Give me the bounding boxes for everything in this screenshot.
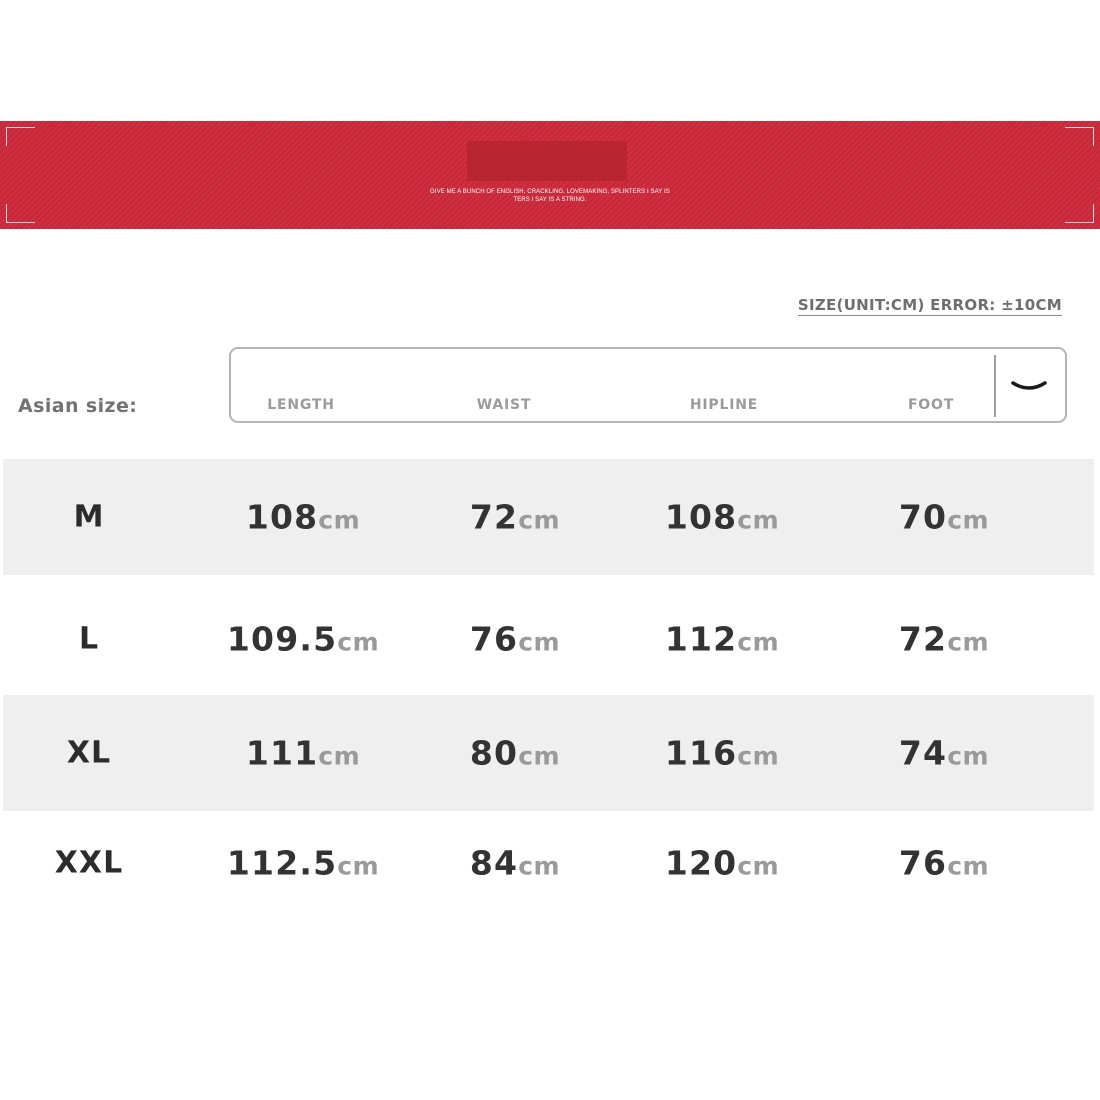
unit-suffix: cm (518, 851, 561, 881)
hipline-number: 108 (664, 497, 738, 537)
unit-note: SIZE(UNIT:CM) ERROR: ±10CM (797, 296, 1062, 314)
length-value (227, 844, 379, 883)
foot-value (899, 734, 989, 773)
foot-value (899, 620, 989, 659)
brand-banner (0, 121, 1100, 229)
waist-value (470, 620, 560, 659)
length-number: 109.5 (226, 619, 338, 659)
hipline-value (665, 734, 779, 773)
hipline-number: 112 (664, 619, 738, 659)
unit-suffix: cm (737, 627, 780, 657)
length-number: 108 (245, 497, 319, 537)
waist-number: 84 (469, 843, 519, 883)
corner-mark-top-left (6, 127, 35, 146)
size-label: XXL (54, 845, 124, 881)
logo-placeholder (467, 141, 627, 181)
hipline-value (665, 498, 779, 537)
foot-number: 74 (898, 733, 948, 773)
length-number: 112.5 (226, 843, 338, 883)
table-row (3, 581, 1094, 697)
foot-value (899, 844, 989, 883)
foot-value (899, 498, 989, 537)
column-header-length: LENGTH (267, 397, 335, 413)
unit-suffix: cm (947, 851, 990, 881)
unit-suffix: cm (737, 851, 780, 881)
waist-value (470, 734, 560, 773)
waist-number: 76 (469, 619, 519, 659)
unit-suffix: cm (318, 505, 361, 535)
hipline-number: 116 (664, 733, 738, 773)
corner-mark-bottom-left (6, 204, 35, 223)
unit-suffix: cm (518, 741, 561, 771)
unit-suffix: cm (337, 627, 380, 657)
corner-mark-bottom-right (1065, 204, 1094, 223)
corner-mark-top-right (1065, 127, 1094, 146)
size-label: XL (66, 735, 112, 771)
hipline-number: 120 (664, 843, 738, 883)
waist-value (470, 844, 560, 883)
length-value (227, 620, 379, 659)
table-row (3, 805, 1094, 921)
length-number: 111 (245, 733, 319, 773)
waist-number: 80 (469, 733, 519, 773)
unit-suffix: cm (518, 627, 561, 657)
hipline-value (665, 620, 779, 659)
unit-suffix: cm (518, 505, 561, 535)
table-row (3, 459, 1094, 575)
banner-tagline-line1: GIVE ME A BUNCH OF ENGLISH, CRACKLING, LOVEMAKING, SPLINTERS I SAY IS (430, 189, 670, 195)
unit-suffix: cm (737, 505, 780, 535)
unit-suffix: cm (947, 627, 990, 657)
column-header-hipline: HIPLINE (689, 397, 759, 413)
dropdown-divider (994, 355, 996, 417)
size-label: M (73, 499, 105, 535)
foot-number: 72 (898, 619, 948, 659)
unit-suffix: cm (337, 851, 380, 881)
unit-suffix: cm (947, 505, 990, 535)
unit-suffix: cm (737, 741, 780, 771)
length-value (246, 734, 360, 773)
column-header-waist: WAIST (476, 397, 532, 413)
column-header-foot: FOOT (907, 397, 955, 413)
waist-number: 72 (469, 497, 519, 537)
banner-tagline-line2: TERS I SAY IS A STRING. (513, 197, 587, 203)
foot-number: 70 (898, 497, 948, 537)
table-row (3, 695, 1094, 811)
unit-suffix: cm (318, 741, 361, 771)
size-column-header[interactable] (229, 347, 1067, 423)
banner-tagline (360, 188, 740, 204)
chevron-down-icon[interactable] (1011, 377, 1047, 397)
unit-suffix: cm (947, 741, 990, 771)
asian-size-label: Asian size: (18, 395, 138, 417)
foot-number: 76 (898, 843, 948, 883)
length-value (246, 498, 360, 537)
size-label: L (78, 621, 100, 657)
waist-value (470, 498, 560, 537)
hipline-value (665, 844, 779, 883)
